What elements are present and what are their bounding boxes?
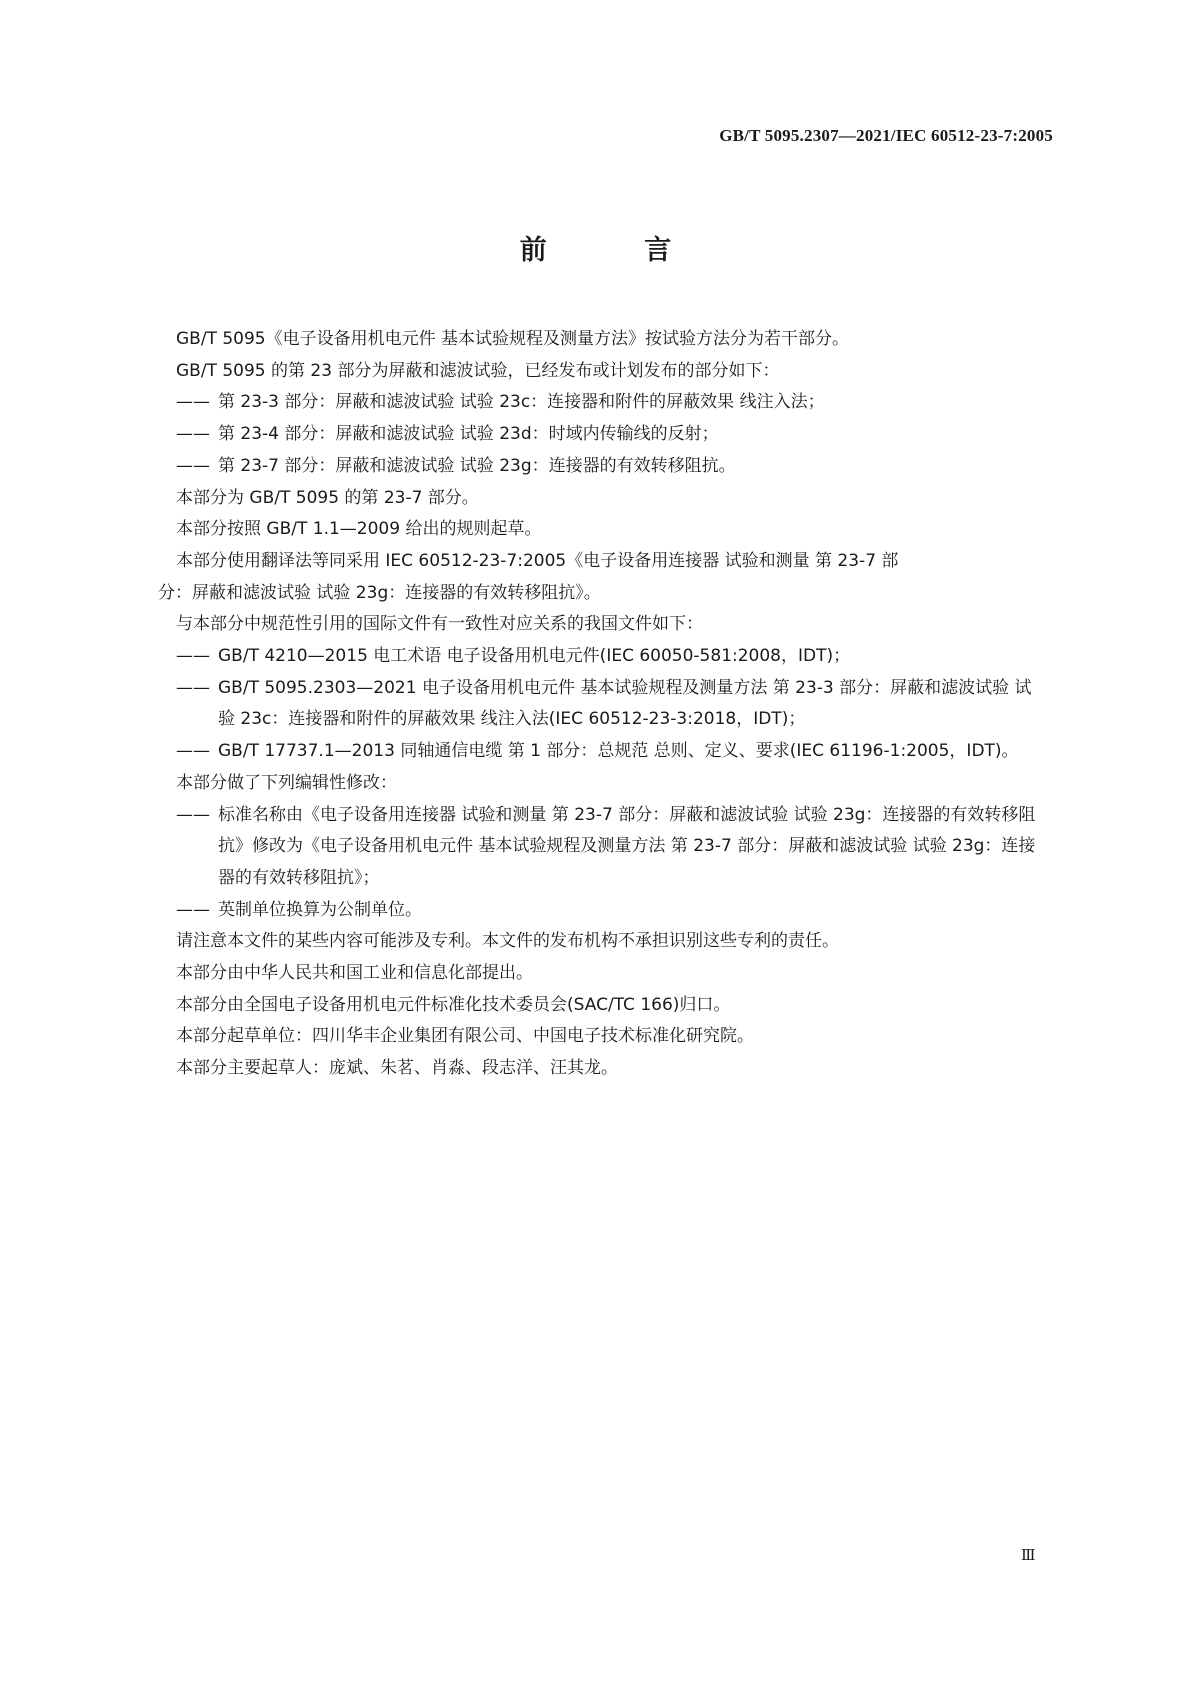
list-item-text: 第 23-7 部分：屏蔽和滤波试验 试验 23g：连接器的有效转移阻抗。 — [218, 455, 736, 476]
paragraph: 本部分按照 GB/T 1.1—2009 给出的规则起草。 — [176, 519, 542, 540]
list-item — [176, 641, 1048, 673]
list-item — [176, 736, 1048, 768]
paragraph: 本部分做了下列编辑性修改： — [176, 772, 397, 793]
dash-marker: —— — [176, 646, 210, 667]
list-item — [176, 800, 1048, 895]
list-item-text: 英制单位换算为公制单位。 — [218, 899, 422, 920]
dash-marker: —— — [176, 899, 210, 920]
dash-marker: —— — [176, 424, 210, 445]
paragraph: 本部分起草单位：四川华丰企业集团有限公司、中国电子技术标准化研究院。 — [176, 1026, 754, 1047]
paragraph: 本部分由中华人民共和国工业和信息化部提出。 — [176, 963, 533, 984]
paragraph: 与本部分中规范性引用的国际文件有一致性对应关系的我国文件如下： — [176, 614, 703, 635]
page-title: 前 言 — [519, 235, 716, 266]
list-item-text: 标准名称由《电子设备用连接器 试验和测量 第 23-7 部分：屏蔽和滤波试验 试验 23g：连接器的有效转移阻抗》修改为《电子设备用机电元件 基本试验规程及测量方法 第 23-7 部分：屏蔽和滤波试验 试验 23g：连接器的有效转移阻抗》； — [218, 804, 1036, 888]
list-item — [176, 895, 1048, 927]
paragraph: 本部分主要起草人：庞斌、朱茗、肖淼、段志洋、汪其龙。 — [176, 1058, 618, 1079]
dash-marker: —— — [176, 392, 210, 413]
paragraph: 本部分使用翻译法等同采用 IEC 60512-23-7:2005《电子设备用连接器 试验和测量 第 23-7 部 — [176, 550, 899, 571]
list-item-text: 第 23-3 部分：屏蔽和滤波试验 试验 23c：连接器和附件的屏蔽效果 线注入法； — [218, 392, 825, 413]
paragraph: GB/T 5095 的第 23 部分为屏蔽和滤波试验，已经发布或计划发布的部分如下： — [176, 360, 780, 381]
paragraph: 本部分由全国电子设备用机电元件标准化技术委员会(SAC/TC 166)归口。 — [176, 994, 731, 1015]
list-item-text: GB/T 17737.1—2013 同轴通信电缆 第 1 部分：总规范 总则、定义、要求(IEC 61196-1:2005，IDT)。 — [218, 741, 1019, 762]
list-item — [176, 419, 1048, 451]
list-item — [176, 451, 1048, 483]
list-item-text: 第 23-4 部分：屏蔽和滤波试验 试验 23d：时域内传输线的反射； — [218, 424, 719, 445]
list-item-text: GB/T 5095.2303—2021 电子设备用机电元件 基本试验规程及测量方法 第 23-3 部分：屏蔽和滤波试验 试验 23c：连接器和附件的屏蔽效果 线注入法(IEC 60512-23-3:2018，IDT)； — [218, 677, 1032, 730]
dash-marker: —— — [176, 804, 210, 825]
list-item-text: GB/T 4210—2015 电工术语 电子设备用机电元件(IEC 60050-581:2008，IDT)； — [218, 646, 851, 667]
foreword-body — [158, 324, 1048, 1085]
paragraph: 本部分为 GB/T 5095 的第 23-7 部分。 — [176, 487, 479, 508]
list-item — [176, 387, 1048, 419]
dash-marker: —— — [176, 741, 210, 762]
standard-identifier: GB/T 5095.2307—2021/IEC 60512-23-7:2005 — [719, 126, 1053, 145]
dash-marker: —— — [176, 677, 210, 698]
paragraph-continuation: 分：屏蔽和滤波试验 试验 23g：连接器的有效转移阻抗》。 — [158, 582, 601, 603]
page-number: Ⅲ — [1021, 1548, 1036, 1564]
paragraph: 请注意本文件的某些内容可能涉及专利。本文件的发布机构不承担识别这些专利的责任。 — [176, 931, 839, 952]
dash-marker: —— — [176, 455, 210, 476]
list-item — [176, 673, 1048, 736]
paragraph: GB/T 5095《电子设备用机电元件 基本试验规程及测量方法》按试验方法分为若干部分。 — [176, 329, 850, 349]
